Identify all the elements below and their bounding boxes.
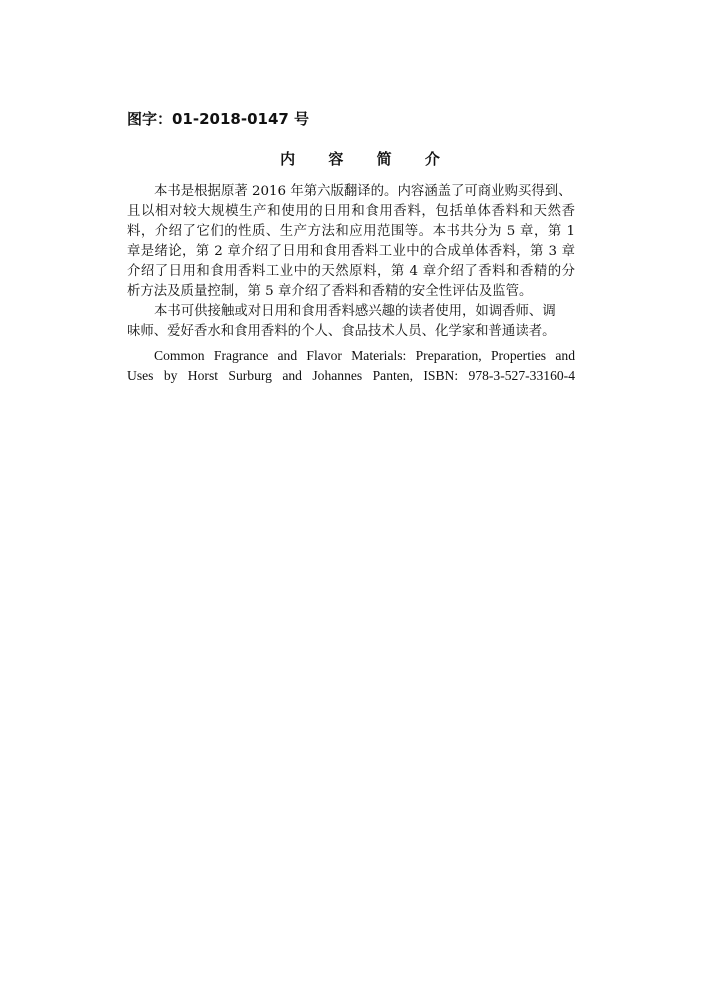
summary-line: 本书可供接触或对日用和食用香料感兴趣的读者使用，如调香师、调 — [154, 304, 556, 319]
original-info-line: Common Fragrance and Flavor Materials: Preparation, Properties and — [154, 348, 575, 363]
original-info-line: Uses by Horst Surburg and Johannes Panten, ISBN: 978-3-527-33160-4 — [127, 368, 575, 383]
summary-line: 料，介绍了它们的性质、生产方法和应用范围等。本书共分为 5 章，第 1 — [127, 224, 575, 239]
summary-line: 章是绪论，第 2 章介绍了日用和食用香料工业中的合成单体香料，第 3 章 — [127, 244, 575, 259]
summary-line: 介绍了日用和食用香料工业中的天然原料，第 4 章介绍了香料和香精的分 — [127, 264, 575, 279]
summary-line: 本书是根据原著 2016 年第六版翻译的。内容涵盖了可商业购买得到、 — [154, 184, 572, 199]
summary-heading: 内 容 简 介 — [280, 150, 454, 168]
copyright-registration-number: 图字：01-2018-0147 号 — [127, 110, 310, 128]
summary-line: 析方法及质量控制，第 5 章介绍了香料和香精的安全性评估及监管。 — [127, 284, 533, 299]
summary-line: 且以相对较大规模生产和使用的日用和食用香料，包括单体香料和天然香 — [127, 204, 575, 219]
summary-line: 味师、爱好香水和食用香料的个人、食品技术人员、化学家和普通读者。 — [127, 324, 556, 339]
